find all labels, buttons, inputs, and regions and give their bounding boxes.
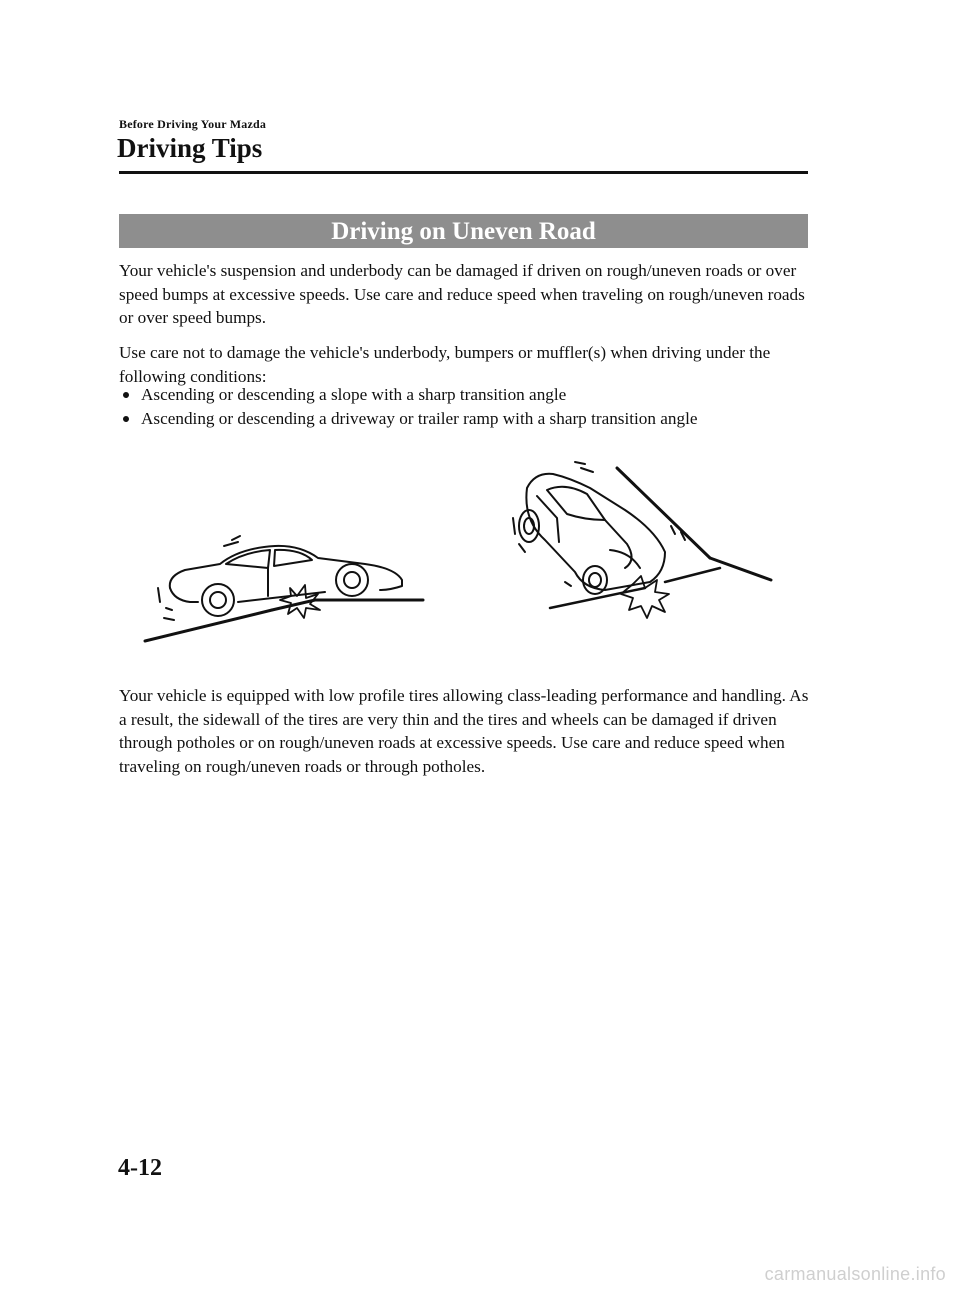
bullet-icon	[123, 416, 129, 422]
header-rule	[119, 171, 808, 174]
bullet-icon	[123, 392, 129, 398]
list-item	[121, 383, 698, 407]
paragraph-low-profile-tires: Your vehicle is equipped with low profile tires allowing class-leading performance and handling. As a result, the sidewall of the tires are very thin and the tires and wheels can be damaged if driven through potholes or on rough/uneven roads at excessive speeds. Use care and reduce speed when traveling on rough/uneven roads or through potholes.	[119, 686, 809, 776]
page-number: 4-12	[118, 1155, 162, 1181]
chapter-title: Driving Tips	[117, 133, 263, 163]
paragraph-suspension: Your vehicle's suspension and underbody can be damaged if driven on rough/uneven roads or over speed bumps at excessive speeds. Use care and reduce speed when traveling on rough/uneven roads or over speed bumps.	[119, 261, 805, 327]
paragraph-underbody: Use care not to damage the vehicle's underbody, bumpers or muffler(s) when driving under the following conditions:	[119, 343, 771, 386]
car-on-ramp-icon	[505, 460, 780, 620]
topic-banner: Driving on Uneven Road	[119, 214, 808, 248]
list-item-text: Ascending or descending a driveway or trailer ramp with a sharp transition angle	[141, 408, 698, 428]
watermark: carmanualsonline.info	[764, 1264, 946, 1284]
list-item	[121, 407, 698, 431]
car-on-slope-icon	[140, 528, 430, 648]
section-label: Before Driving Your Mazda	[119, 117, 267, 131]
conditions-list	[121, 383, 698, 430]
list-item-text: Ascending or descending a slope with a sharp transition angle	[141, 385, 567, 404]
